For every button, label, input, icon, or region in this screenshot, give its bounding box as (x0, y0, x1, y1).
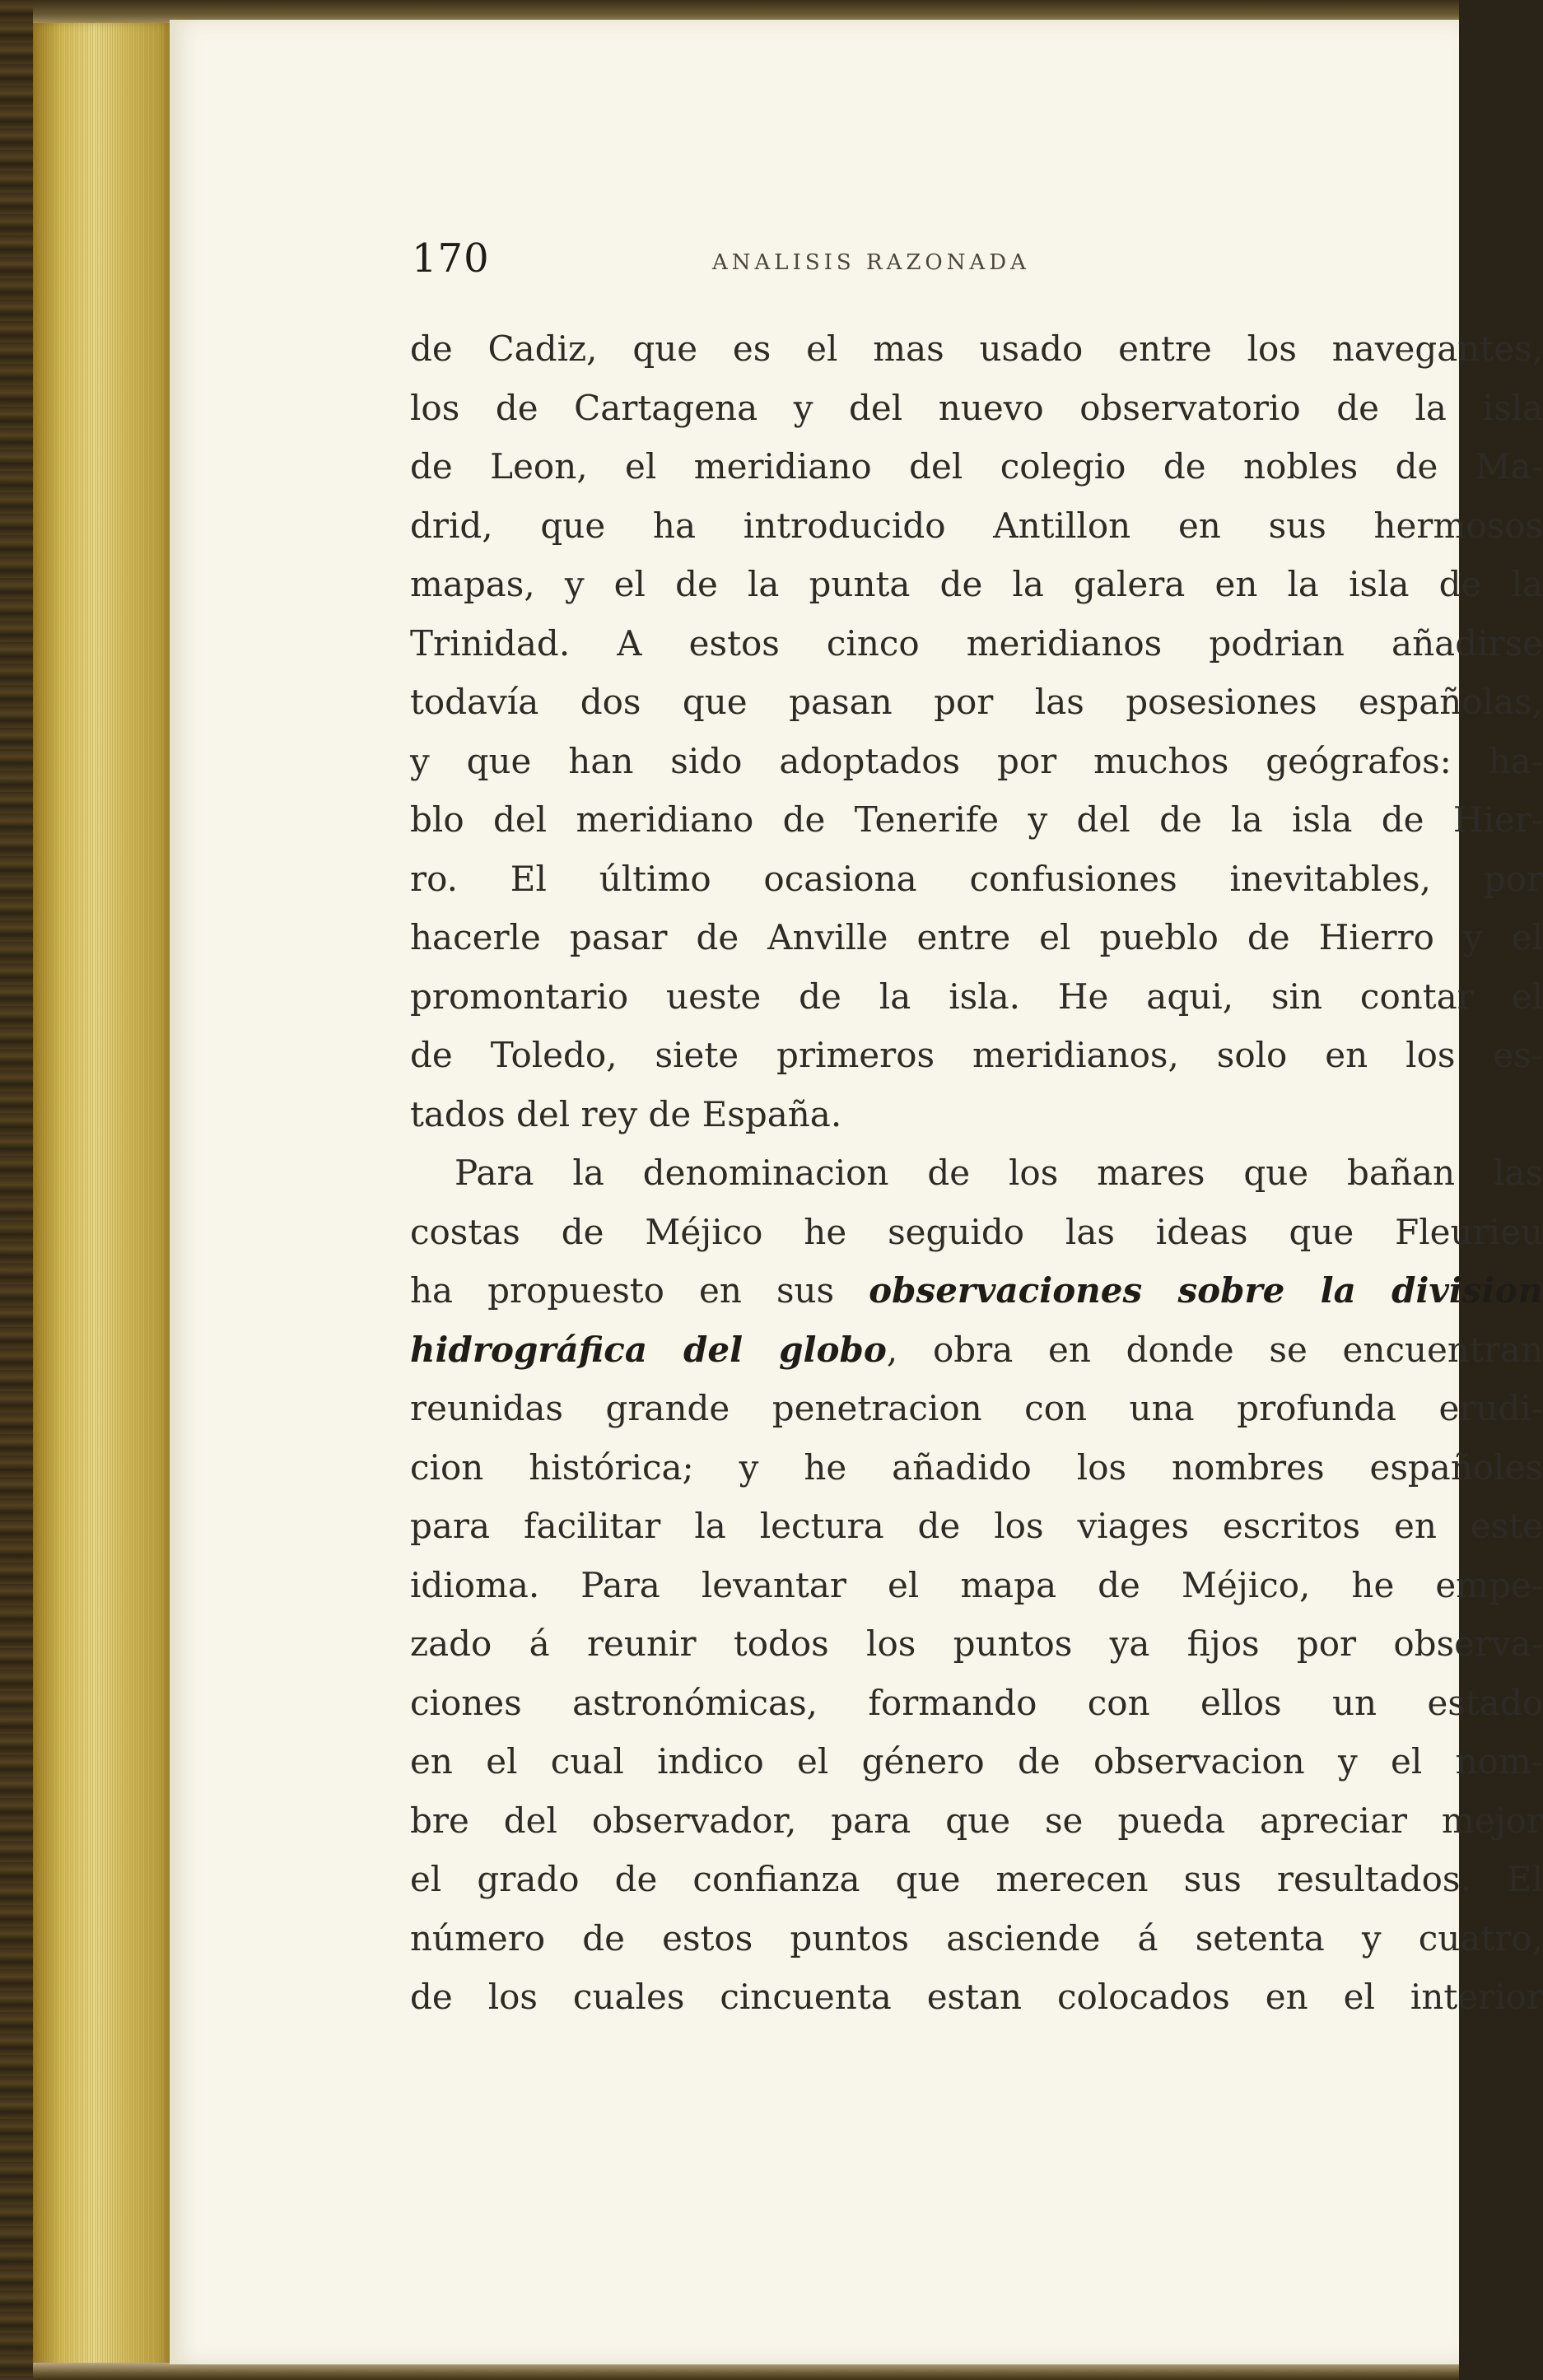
gilt-page-edges (33, 23, 171, 2373)
text-line: Para la denominacion de los mares que bañan las (455, 1153, 1543, 1193)
text-line: en el cual indico el género de observacion y el nom- (410, 1741, 1543, 1782)
text-line: tados del rey de España. (410, 1093, 842, 1134)
text-line: los de Cartagena y del nuevo observatorio de la isla (410, 387, 1543, 428)
text-line: número de estos puntos asciende á setenta y cuatro, (410, 1917, 1543, 1958)
text-line: idioma. Para levantar el mapa de Méjico, he empe- (410, 1564, 1543, 1605)
text-line: costas de Méjico he seguido las ideas que Fleurieu (410, 1211, 1543, 1252)
text-line: de Leon, el meridiano del colegio de nobles de Ma- (410, 446, 1543, 487)
text-line: promontario ueste de la isla. He aqui, sin contar el (410, 976, 1543, 1017)
text-line-with-italic (410, 1261, 1543, 1320)
text-line: cion histórica; y he añadido los nombres españoles (410, 1446, 1543, 1488)
text-line-with-italic (410, 1320, 1543, 1380)
italic-title-span: hidrográfica del globo (410, 1329, 887, 1370)
text-line: todavía dos que pasan por las posesiones españolas, (410, 682, 1543, 722)
page-number: 170 (412, 235, 490, 282)
running-head-title: ANALISIS RAZONADA (712, 250, 1030, 275)
text-line: de Toledo, siete primeros meridianos, solo en los es- (410, 1035, 1543, 1075)
text-span: ha propuesto en sus (410, 1270, 869, 1311)
text-line: de los cuales cincuenta estan colocados en el interior (410, 1977, 1543, 2017)
text-line: ro. El último ocasiona confusiones inevitables, por (410, 858, 1543, 899)
text-line: blo del meridiano de Tenerife y del de la isla de Hier- (410, 799, 1543, 840)
book-bottom-edge (33, 2363, 1459, 2380)
text-line: mapas, y el de la punta de la galera en la isla de la (410, 564, 1543, 604)
text-line: el grado de confianza que merecen sus resultados. El (410, 1859, 1543, 1899)
running-head (170, 235, 1459, 293)
text-line: drid, que ha introducido Antillon en sus hermosos (410, 505, 1543, 546)
text-line: Trinidad. A estos cinco meridianos podrian añadirse (410, 622, 1543, 664)
text-line: ciones astronómicas, formando con ellos un estado (410, 1682, 1543, 1723)
text-line: de Cadiz, que es el mas usado entre los navegantes, (410, 328, 1543, 369)
body-text (410, 319, 1543, 2027)
text-line: para facilitar la lectura de los viages escritos en este (410, 1506, 1543, 1546)
italic-title-span: observaciones sobre la division (869, 1270, 1543, 1311)
book-page (170, 20, 1543, 2364)
text-line: reunidas grande penetracion con una profunda erudi- (410, 1388, 1543, 1428)
text-line: bre del observador, para que se pueda apreciar mejor (410, 1800, 1543, 1841)
text-line: y que han sido adoptados por muchos geógrafos: ha- (410, 740, 1543, 781)
text-line: zado á reunir todos los puntos ya fijos por observa- (410, 1623, 1543, 1664)
text-span: , obra en donde se encuentran (886, 1329, 1543, 1370)
text-line: hacerle pasar de Anville entre el pueblo de Hierro y el (410, 917, 1543, 957)
